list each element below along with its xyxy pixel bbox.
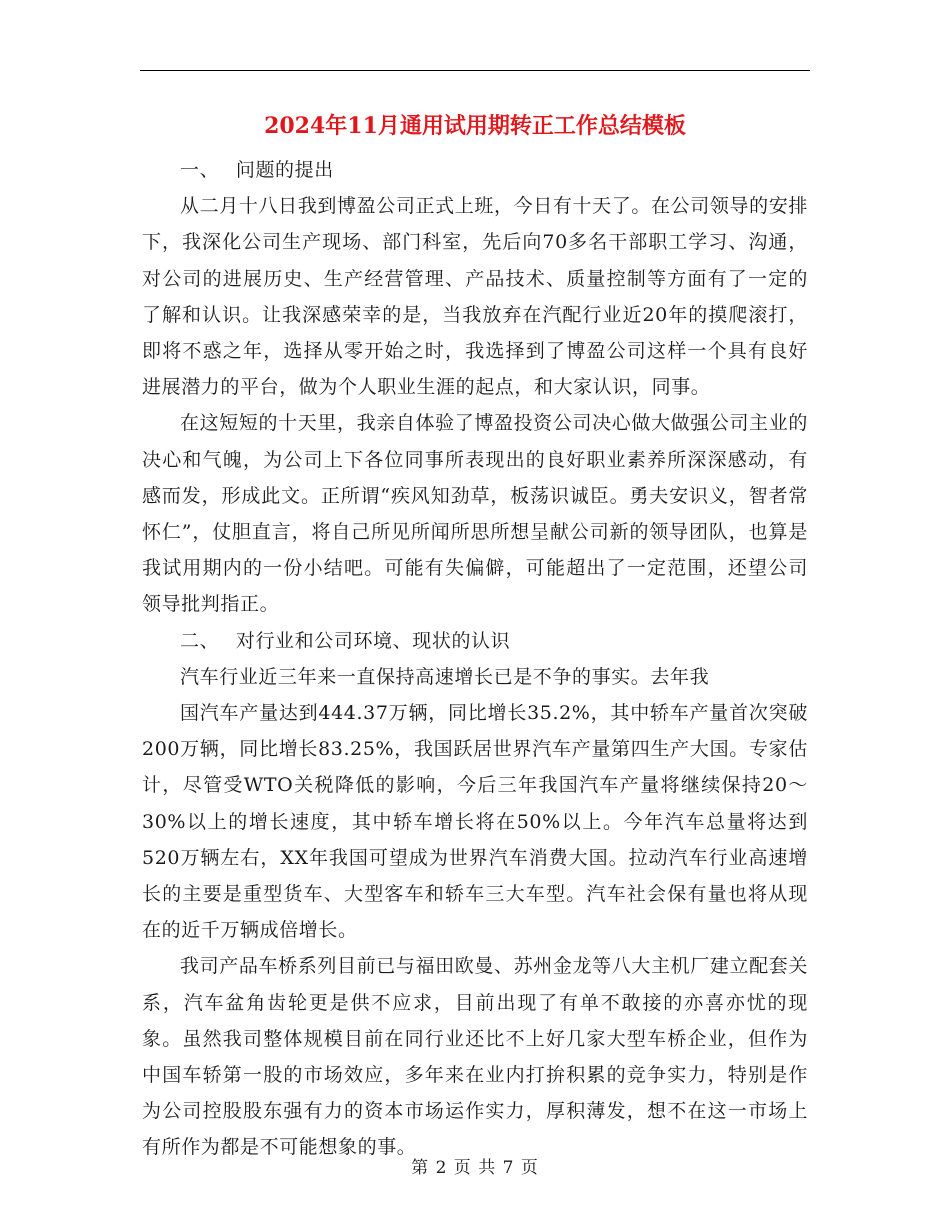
- section-heading-2: 二、 对行业和公司环境、现状的认识: [180, 629, 511, 652]
- document-body: [142, 152, 808, 1166]
- document-title: 2024年11月通用试用期转正工作总结模板: [264, 113, 686, 139]
- body-paragraph: 国汽车产量达到444.37万辆，同比增长35.2%，其中轿车产量首次突破200万辆，同比增长83.25%，我国跃居世界汽车产量第四生产大国。专家估计，尽管受WTO关税降低的影响，今后三年我国汽车产量将继续保持20～30%以上的增长速度，其中轿车增长将在50%以上。今年汽车总量将达到520万辆左右，XX年我国可望成为世界汽车消费大国。拉动汽车行业高速增长的主要是重型货车、大型客车和轿车三大车型。汽车社会保有量也将从现在的近千万辆成倍增长。: [142, 702, 808, 942]
- section-heading-1: 一、 问题的提出: [180, 159, 334, 181]
- body-paragraph: 我司产品车桥系列目前已与福田欧曼、苏州金龙等八大主机厂建立配套关系，汽车盆角齿轮更是供不应求，目前出现了有单不敢接的亦喜亦忧的现象。虽然我司整体规模目前在同行业还比不上好几家大型车桥企业，但作为中国车轿第一股的市场效应，多年来在业内打拚积累的竞争实力，特别是作为公司控股股东强有力的资本市场运作实力，厚积薄发，想不在这一市场上有所作为都是不可能想象的事。: [142, 955, 808, 1159]
- page-number-footer: 第 2 页 共 7 页: [411, 1158, 539, 1178]
- body-paragraph: 从二月十八日我到博盈公司正式上班，今日有十天了。在公司领导的安排下，我深化公司生产现场、部门科室，先后向70多名干部职工学习、沟通，对公司的进展历史、生产经营管理、产品技术、质量控制等方面有了一定的了解和认识。让我深感荣幸的是，当我放弃在汽配行业近20年的摸爬滚打，即将不惑之年，选择从零开始之时，我选择到了博盈公司这样一个具有良好进展潜力的平台，做为个人职业生涯的起点，和大家认识，同事。: [142, 195, 808, 399]
- header-rule: [140, 70, 810, 71]
- body-paragraph: 汽车行业近三年来一直保持高速增长已是不争的事实。去年我: [180, 665, 710, 688]
- body-paragraph: 在这短短的十天里，我亲自体验了博盈投资公司决心做大做强公司主业的决心和气魄，为公司上下各位同事所表现出的良好职业素养所深深感动，有感而发，形成此文。正所谓“疾风知劲草，板荡识诚臣。勇夫安识义，智者常怀仁”，仗胆直言，将自己所见所闻所思所想呈献公司新的领导团队，也算是我试用期内的一份小结吧。可能有失偏僻，可能超出了一定范围，还望公司领导批判指正。: [142, 412, 808, 616]
